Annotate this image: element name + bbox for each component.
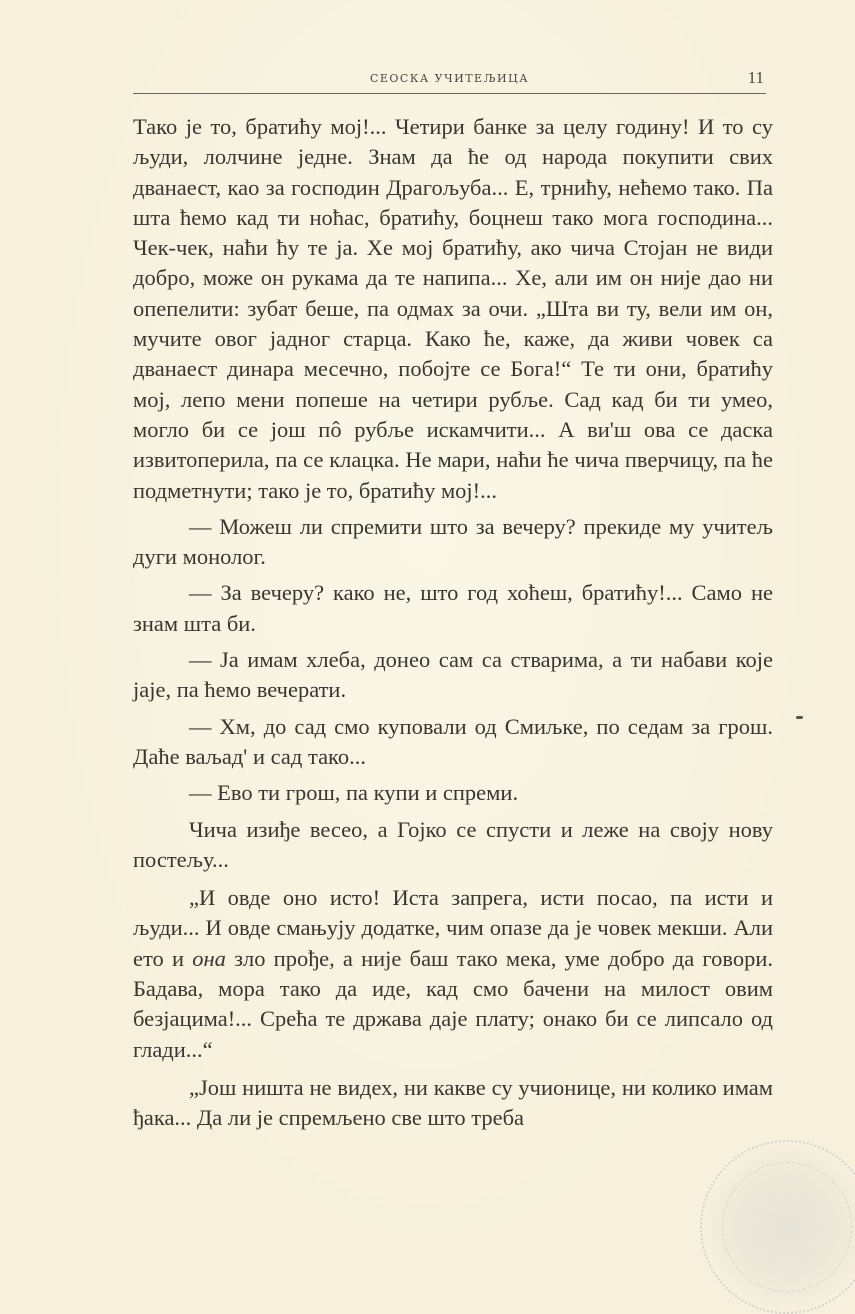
inner-monologue-part-a: „И овде оно исто! Иста запрега, исти посао, па исти и људи... И овде смањују додатке, чим опазе да је човек мекши. Али ето и [133,885,773,971]
inner-monologue-part-b: зло прође, а није баш тако мека, уме добро да говори. Бадава, мора тако да иде, кад смо бачени на милост овим безјацима!... Срећа те држава даје плату; онако би се липсало од глади...“ [133,945,773,1062]
paragraph-monologue: Тако је то, братићу мој!... Четири банке за целу годину! И то су људи, лолчине једне. Знам да ће од народа покупити свих дванаест, као за господин Драгољуба... Е, трнићу, нећемо тако. Па шта ћемо кад ти ноћас, братићу, боцнеш тако мога господина... Чек-чек, наћи ћу те ја. Хе мој братићу, ако чича Стојан не види добро, може он рукама да те напипа... Хе, али им он није дао ни опепелити: зубат беше, па одмах за очи. „Шта ви ту, вели им он, мучите овог јадног старца. Како ће, каже, да живи човек са дванаест динара месечно, побојте се Бога!“ Те ти они, братићу мој, лепо мени попеше на четири рубље. Сад кад би ти умео, могло би се још пô рубље искамчити... А ви'ш ова се даска извитоперила, па се клацка. Не мари, наћи ће чича пверчицу, па ће подметнути; тако је то, братићу мој!... [133,114,773,503]
paragraph-inner-monologue-1 [133,883,773,1065]
header-rule [133,93,766,94]
italic-word: она [192,945,226,971]
paragraph-dialogue-grosh: — Ево ти грош, па купи и спреми. [189,780,519,806]
ink-mark [796,716,803,719]
paragraph-narration: Чича изиђе весео, а Гојко се спусти и леже на своју нову постељу... [133,816,773,872]
paragraph-dialogue-eggs: — Хм, до сад смо куповали од Смиљке, по седам за грош. Даће ваљад' и сад тако... [133,713,773,769]
body-text [133,112,773,1134]
page-number: 11 [747,68,764,87]
library-stamp [700,1140,855,1314]
paragraph-dialogue-dinner-question: — Можеш ли спремити што за вечеру? прекиде му учитељ дуги монолог. [133,513,773,570]
paragraph-inner-monologue-2: „Још ништа не видех, ни какве су учионице, ни колико имам ђака... Да ли је спремљено све што треба [133,1074,773,1131]
paragraph-dialogue-bread: — Ја имам хлеба, донео сам са стварима, а ти набави које јаје, па ћемо вечерати. [133,647,773,703]
running-title: СЕОСКА УЧИТЕЉИЦА [369,72,530,85]
running-head [133,66,766,94]
paragraph-dialogue-dinner-answer: — За вечеру? како не, што год хоћеш, братићу!... Само не знам шта би. [133,580,773,636]
